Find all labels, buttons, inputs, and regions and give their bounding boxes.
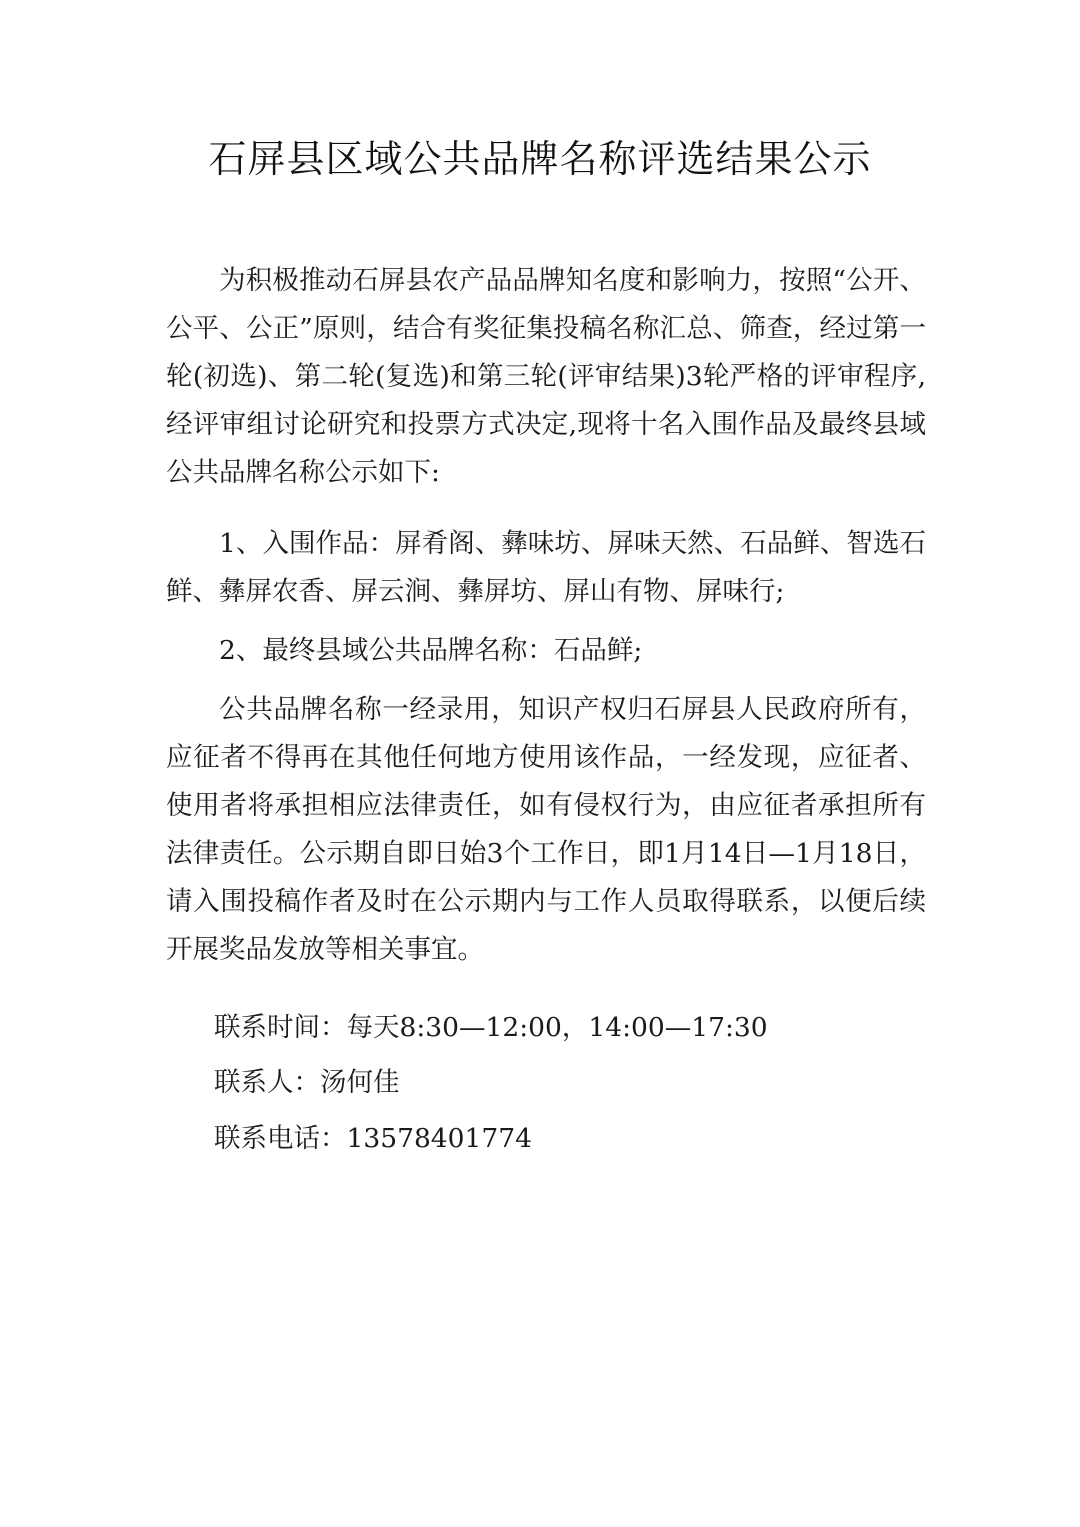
- document-title: 石屏县区域公共品牌名称评选结果公示: [208, 137, 872, 181]
- intro-paragraph: 为积极推动石屏县农产品品牌知名度和影响力，按照“公开、公平、公正”原则，结合有奖征集投稿名称汇总、筛查，经过第一轮(初选)、第二轮(复选)和第三轮(评审结果)3轮严格的评审程序,经评审组讨论研究和投票方式决定,现将十名入围作品及最终县域公共品牌名称公示如下:: [166, 265, 926, 488]
- contact-person: 联系人：汤何佳: [214, 1067, 400, 1098]
- contact-time: 联系时间：每天8:30—12:00，14:00—17:30: [214, 1012, 768, 1043]
- contact-phone: 联系电话：13578401774: [214, 1123, 532, 1154]
- notice-paragraph: 公共品牌名称一经录用，知识产权归石屏县人民政府所有，应征者不得再在其他任何地方使用该作品，一经发现，应征者、使用者将承担相应法律责任，如有侵权行为，由应征者承担所有法律责任。公示期自即日始3个工作日，即1月14日—1月18日，请入围投稿作者及时在公示期内与工作人员取得联系，以便后续开展奖品发放等相关事宜。: [166, 694, 926, 965]
- finalist-list-item: 1、入围作品：屏肴阁、彝味坊、屏味天然、石品鲜、智选石鲜、彝屏农香、屏云涧、彝屏坊、屏山有物、屏味行;: [166, 528, 926, 607]
- final-brand-item: 2、最终县域公共品牌名称：石品鲜;: [219, 635, 643, 666]
